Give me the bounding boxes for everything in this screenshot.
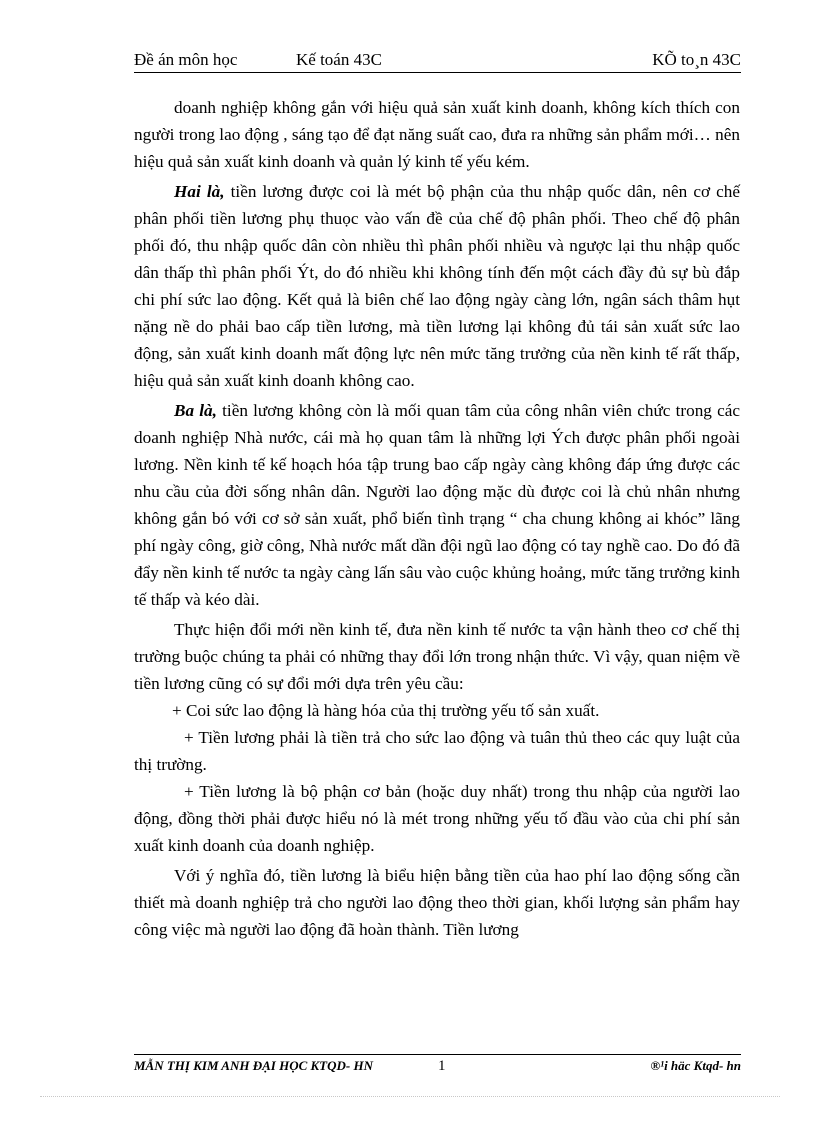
footer-school-encoded: ®¹i häc Ktqd- hn: [650, 1058, 741, 1073]
page-number: 1: [438, 1058, 446, 1074]
footer-divider: [134, 1054, 741, 1055]
paragraph-3: [134, 397, 740, 613]
document-body: [134, 94, 740, 943]
header-class-encoded: KÕ to¸n 43C: [652, 50, 741, 69]
paragraph-1: doanh nghiệp không gắn với hiệu quả sản xuất kinh doanh, không kích thích con người trong lao động , sáng tạo để đạt năng suất cao, đưa ra những sản phẩm mới… nên hiệu quả sản xuất kinh doanh và quản lý kinh tế yếu kém.: [134, 98, 740, 171]
paragraph-3-text: tiền lương không còn là mối quan tâm của công nhân viên chức trong các doanh nghiệp Nhà nước, cái mà họ quan tâm là những lợi Ých được phân phối ngoài lương. Nền kinh tế kế hoạch hóa tập trung bao cấp ngày càng không đáp ứng được các nhu cầu của đời sống nhân dân. Người lao động mặc dù được coi là chủ nhân nhưng không gắn bó với cơ sở sản xuất, phổ biến tình trạng “ cha chung không ai khóc” lãng phí ngày công, giờ công, Nhà nước mất dần đội ngũ lao động có tay nghề cao. Do đó đã đẩy nền kinh tế nước ta ngày càng lấn sâu vào cuộc khủng hoảng, mức tăng trưởng kinh tế thấp và kéo dài.: [134, 401, 740, 609]
paragraph-3-lead: Ba là,: [174, 401, 217, 420]
footer-author: MẪN THỊ KIM ANH ĐẠI HỌC KTQD- HN: [134, 1058, 373, 1073]
header-class: Kế toán 43C: [296, 50, 382, 69]
bullet-2: + Tiền lương phải là tiền trả cho sức lao động và tuân thủ theo các quy luật của thị trường.: [134, 728, 740, 774]
paragraph-2: [134, 178, 740, 394]
paragraph-5: Với ý nghĩa đó, tiền lương là biểu hiện bằng tiền của hao phí lao động sống cần thiết mà doanh nghiệp trả cho người lao động theo thời gian, khối lượng sản phẩm hay công việc mà người lao động đã hoàn thành. Tiền lương: [134, 866, 740, 939]
page-header: [134, 48, 741, 73]
paragraph-2-lead: Hai là,: [174, 182, 225, 201]
header-course: Đề án môn học: [134, 50, 238, 69]
bullet-1: + Coi sức lao động là hàng hóa của thị trường yếu tố sản xuất.: [172, 701, 600, 720]
paragraph-4: Thực hiện đổi mới nền kinh tế, đưa nền kinh tế nước ta vận hành theo cơ chế thị trường buộc chúng ta phải có những thay đổi lớn trong nhận thức. Vì vậy, quan niệm về tiền lương cũng có sự đổi mới dựa trên yêu cầu:: [134, 620, 740, 693]
paragraph-2-text: tiền lương được coi là mét bộ phận của thu nhập quốc dân, nên cơ chế phân phối tiền lương phụ thuọc vào vấn đề của chế độ phân phối. Theo chế độ phân phối đó, thu nhập quốc dân còn nhiều thì phân phối nhiều và ngược lại thu nhập quốc dân thấp thì phân phối Ýt, do đó nhiều khi không tính đến một cách đầy đủ sự bù đắp chi phí sức lao động. Kết quả là biên chế lao động ngày càng lớn, ngân sách thâm hụt nặng nề do phải bao cấp tiền lương, mà tiền lương lại không đủ tái sản xuất sức lao động, sản xuất kinh doanh mất động lực nên mức tăng trưởng của nền kinh tế rất thấp, hiệu quả sản xuất kinh doanh không cao.: [134, 182, 741, 390]
page-bottom-dotted-line: [40, 1096, 780, 1097]
page-footer: [134, 1058, 741, 1078]
bullet-3: + Tiền lương là bộ phận cơ bản (hoặc duy nhất) trong thu nhập của người lao động, đồng thời phải được hiểu nó là mét trong những yếu tố đầu vào của chi phí sản xuất kinh doanh của doanh nghiệp.: [134, 782, 740, 855]
